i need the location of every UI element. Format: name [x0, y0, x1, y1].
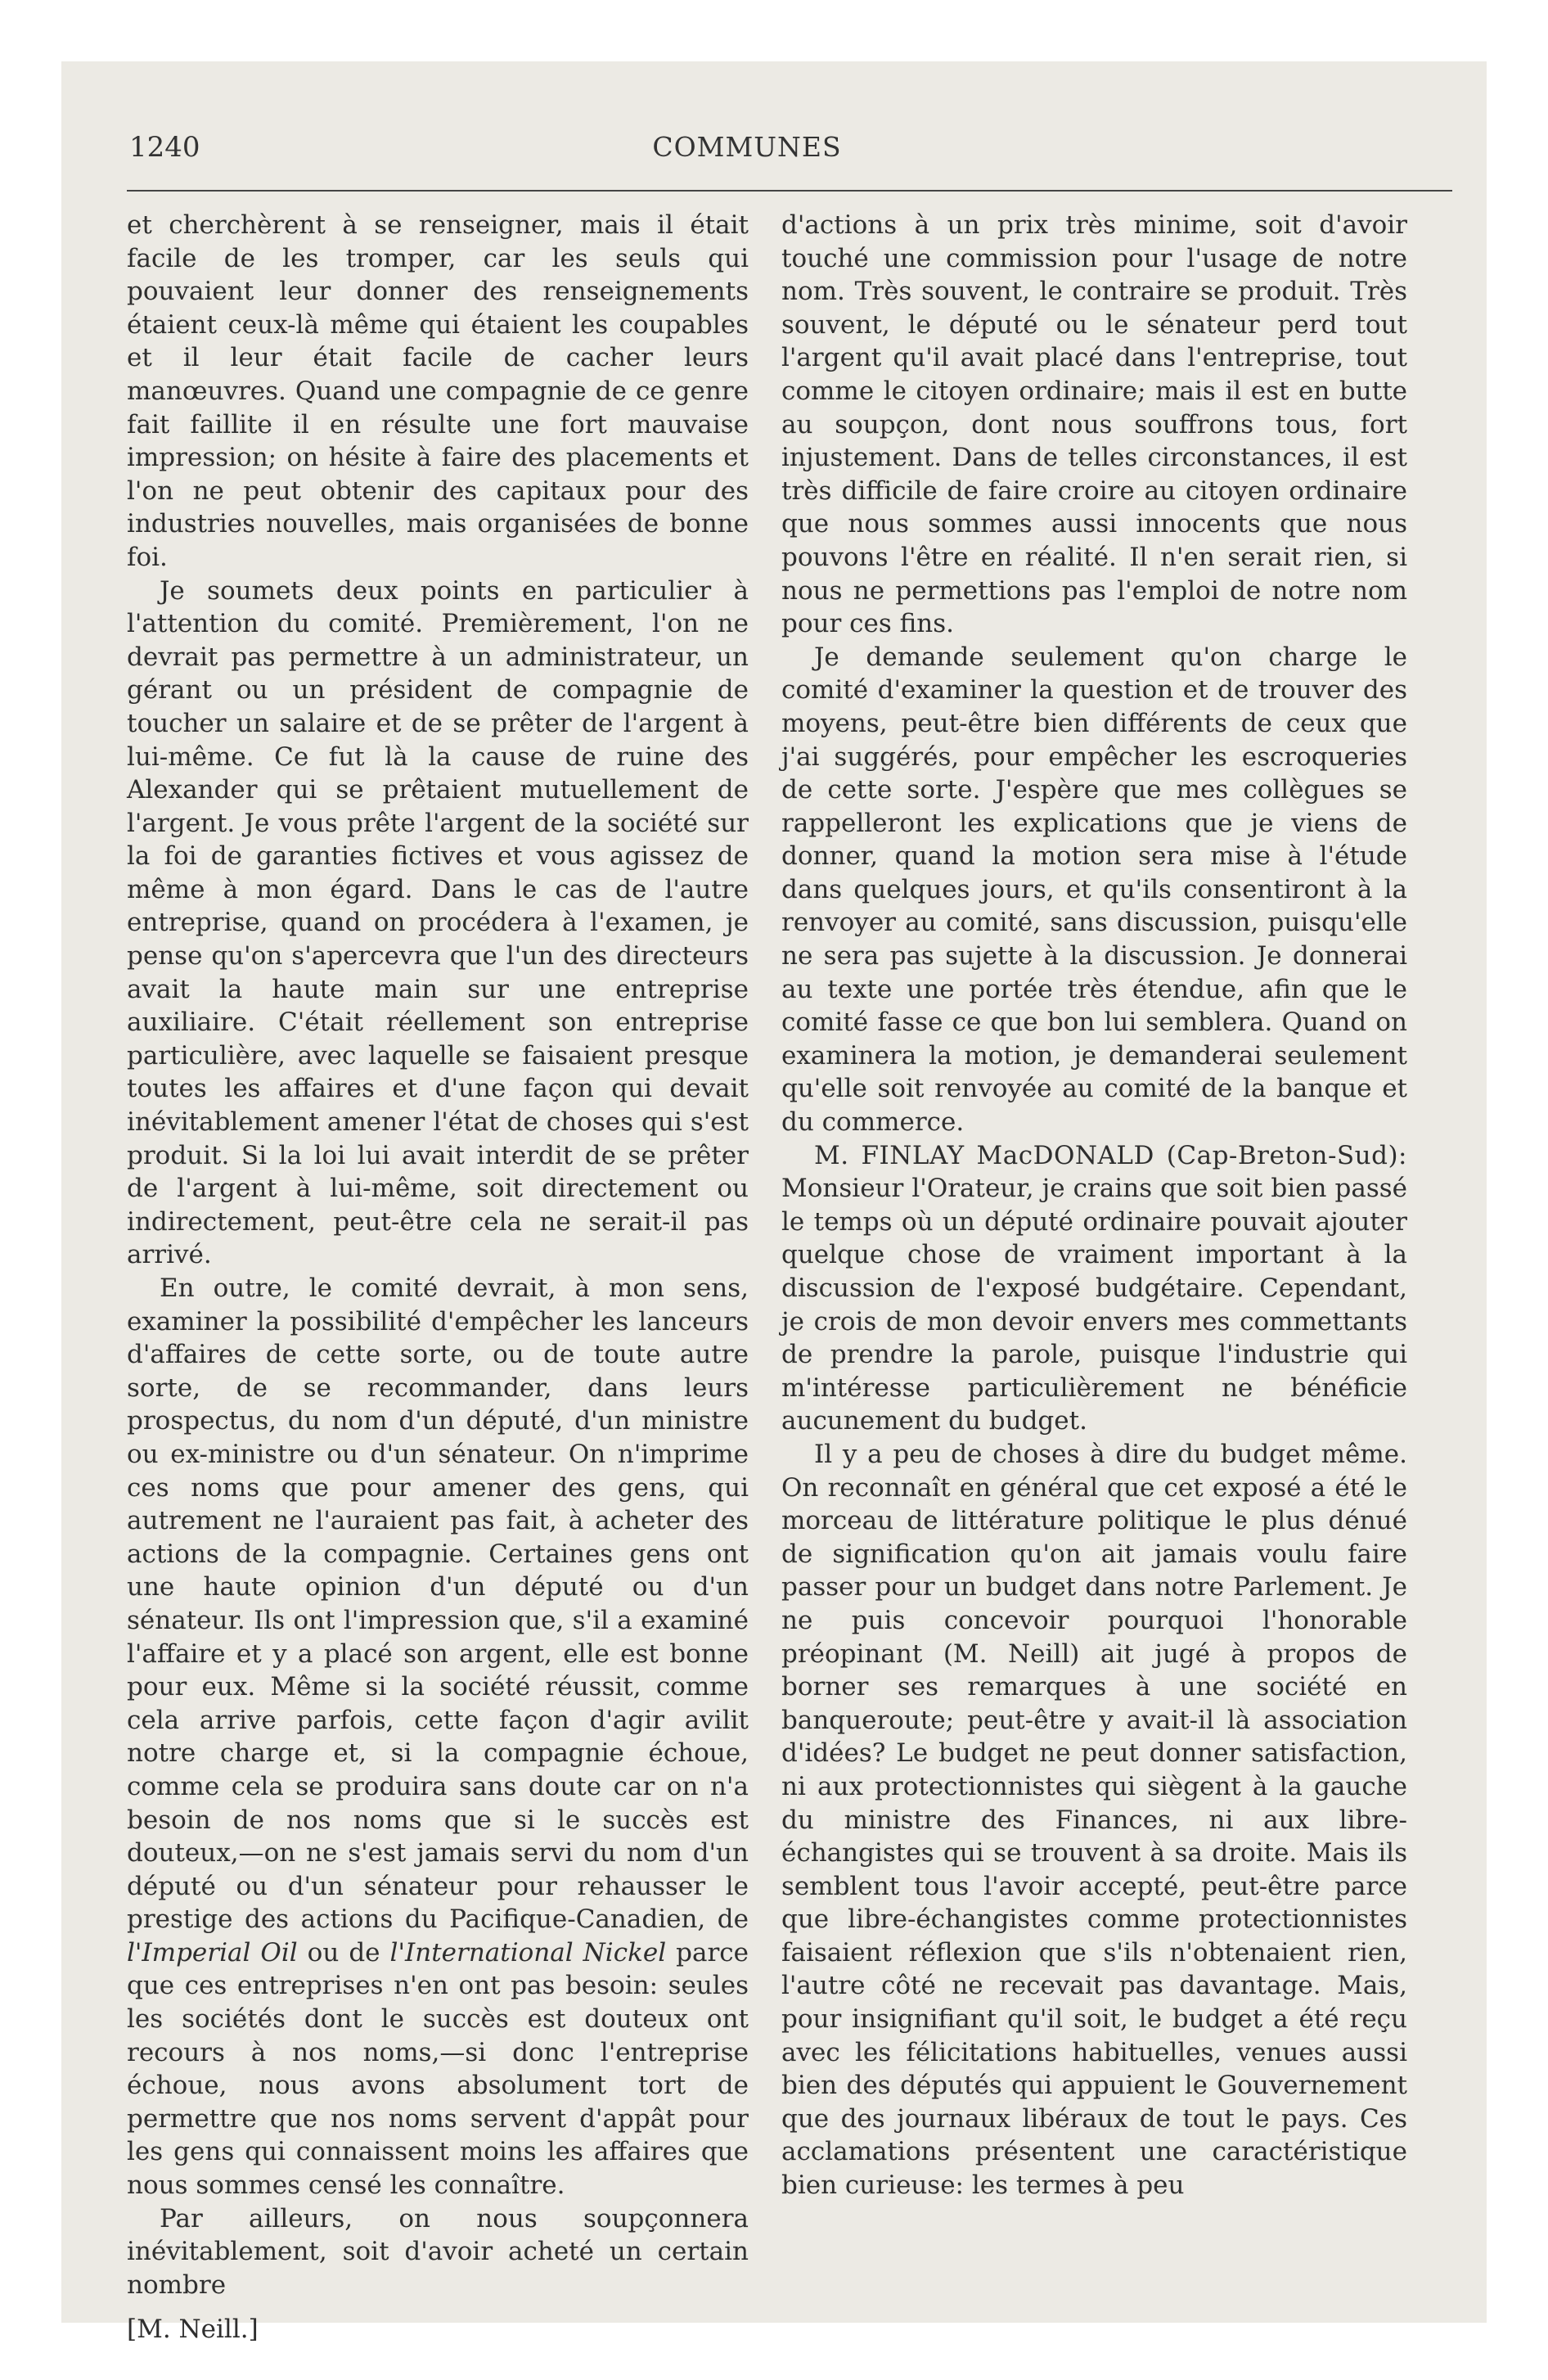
paragraph: Je demande seulement qu'on charge le comité d'examiner la question et de trouver des moyens, peut-être bien différents de ceux que j'ai suggérés, pour empêcher les escroqueries de cette sorte. J'espère que mes collègues se rappelleront les explications que je viens de donner, quand la motion sera mise à l'étude dans quelques jours, et qu'ils consentiront à la renvoyer au comité, sans discussion, puisqu'elle ne sera pas sujette à la discussion. Je donnerai au texte une portée très étendue, afin que le comité fasse ce que bon lui semblera. Quand on examinera la motion, je demanderai seulement qu'elle soit renvoyée au comité de la banque et du commerce.	[781, 642, 1407, 1138]
paragraph	[781, 1139, 1407, 1438]
page-number: 1240	[129, 131, 200, 164]
paragraph: d'actions à un prix très minime, soit d'avoir touché une commission pour l'usage de notre nom. Très souvent, le contraire se produit. Très souvent, le député ou le sénateur perd tout l'argent qu'il avait placé dans l'entreprise, tout comme le citoyen ordinaire; mais il est en butte au soupçon, dont nous souffrons tous, fort injustement. Dans de telles circonstances, il est très difficile de faire croire au citoyen ordinaire que nous sommes aussi innocents que nous pouvons l'être en réalité. Il n'en serait rien, si nous ne permettions pas l'emploi de notre nom pour ces fins.	[781, 210, 1407, 639]
paragraph: Je soumets deux points en particulier à l'attention du comité. Premièrement, l'on ne devrait pas permettre à un administrateur, un gérant ou un président de compagnie de toucher un salaire et de se prêter de l'argent à lui-même. Ce fut là la cause de ruine des Alexander qui se prêtaient mutuellement de l'argent. Je vous prête l'argent de la société sur la foi de garanties fictives et vous agissez de même à mon égard. Dans le cas de l'autre entreprise, quand on procédera à l'examen, je pense qu'on s'apercevra que l'un des directeurs avait la haute main sur une entreprise auxiliaire. C'était réellement son entreprise particulière, avec laquelle se faisaient presque toutes les affaires et d'une façon qui devait inévitablement amener l'état de choses qui s'est produit. Si la loi lui avait interdit de se prêter de l'argent à lui-même, soit directement ou indirectement, peut-être cela ne serait-il pas arrivé.	[127, 575, 749, 1270]
text-run: parce que ces entreprises n'en ont pas besoin: seules les sociétés dont le succès est douteux ont recours à nos noms,—si donc l'entreprise échoue, nous avons absolument tort de permettre que nos noms servent d'appât pour les gens qui connaissent moins les affaires que nous sommes censé les connaître.	[127, 1937, 749, 2201]
right-column	[781, 209, 1407, 2202]
speaker-signature: [M. Neill.]	[127, 2315, 259, 2345]
italic-company-name: l'Imperial Oil	[127, 1937, 298, 1968]
paragraph: et cherchèrent à se renseigner, mais il était facile de les tromper, car les seuls qui pouvaient leur donner des renseignements étaient ceux-là même qui étaient les coupables et il leur était facile de cacher leurs manœuvres. Quand une compagnie de ce genre fait faillite il en résulte une fort mauvaise impression; on hésite à faire des placements et l'on ne peut obtenir des capitaux pour des industries nouvelles, mais organisées de bonne foi.	[127, 210, 749, 572]
text-run: En outre, le comité devrait, à mon sens, examiner la possibilité d'empêcher les lanceurs d'affaires de cette sorte, ou de toute autre sorte, de se recommander, dans leurs prospectus, du nom d'un député, d'un ministre ou ex-ministre ou d'un sénateur. On n'imprime ces noms que pour amener des gens, qui autrement ne l'auraient pas fait, à acheter des actions de la compagnie. Certaines gens ont une haute opinion d'un député ou d'un sénateur. Ils ont l'impression que, s'il a examiné l'affaire et y a placé son argent, elle est bonne pour eux. Même si la société réussit, comme cela arrive parfois, cette façon d'agir avilit notre charge et, si la compagnie échoue, comme cela se produira sans doute car on n'a besoin de nos noms que si le succès est douteux,—on ne s'est jamais servi du nom d'un député ou d'un sénateur pour rehausser le prestige des actions du Pacifique-Canadien, de	[127, 1273, 749, 1935]
italic-company-name: l'International Nickel	[389, 1937, 667, 1968]
text-run: Monsieur l'Orateur, je crains que soit bien passé le temps où un député ordinaire pouvait ajouter quelque chose de vraiment important à la discussion de l'exposé budgétaire. Cependant, je crois de mon devoir envers mes commettants de prendre la parole, puisque l'industrie qui m'intéresse particulièrement ne bénéficie aucunement du budget.	[781, 1174, 1407, 1436]
paragraph: Par ailleurs, on nous soupçonnera inévitablement, soit d'avoir acheté un certain nombre	[127, 2203, 749, 2300]
speaker-name: M. FINLAY MacDONALD (Cap-Breton-Sud):	[814, 1140, 1407, 1170]
running-head: COMMUNES	[652, 131, 842, 163]
paragraph	[127, 1272, 749, 2202]
text-run: ou de	[297, 1937, 390, 1968]
paragraph: Il y a peu de choses à dire du budget même. On reconnaît en général que cet exposé a été le morceau de littérature politique le plus dénué de signification qu'on ait jamais voulu faire passer pour un budget dans notre Parlement. Je ne puis concevoir pourquoi l'honorable préopinant (M. Neill) ait jugé à propos de borner ses remarques à une société en banqueroute; peut-être y avait-il là association d'idées? Le budget ne peut donner satisfaction, ni aux protectionnistes qui siègent à la gauche du ministre des Finances, ni aux libre-échangistes qui se trouvent à sa droite. Mais ils semblent tous l'avoir accepté, peut-être parce que libre-échangistes comme protectionnistes faisaient réflexion que s'ils n'obtenaient rien, l'autre côté ne recevait pas davantage. Mais, pour insignifiant qu'il soit, le budget a été reçu avec les félicitations habituelles, venues aussi bien des députés qui appuient le Gouvernement que des journaux libéraux de tout le pays. Ces acclamations présentent une caractéristique bien curieuse: les termes à peu	[781, 1439, 1407, 2201]
left-column	[127, 209, 749, 2346]
page-header	[84, 64, 1410, 164]
header-rule	[127, 190, 1452, 192]
